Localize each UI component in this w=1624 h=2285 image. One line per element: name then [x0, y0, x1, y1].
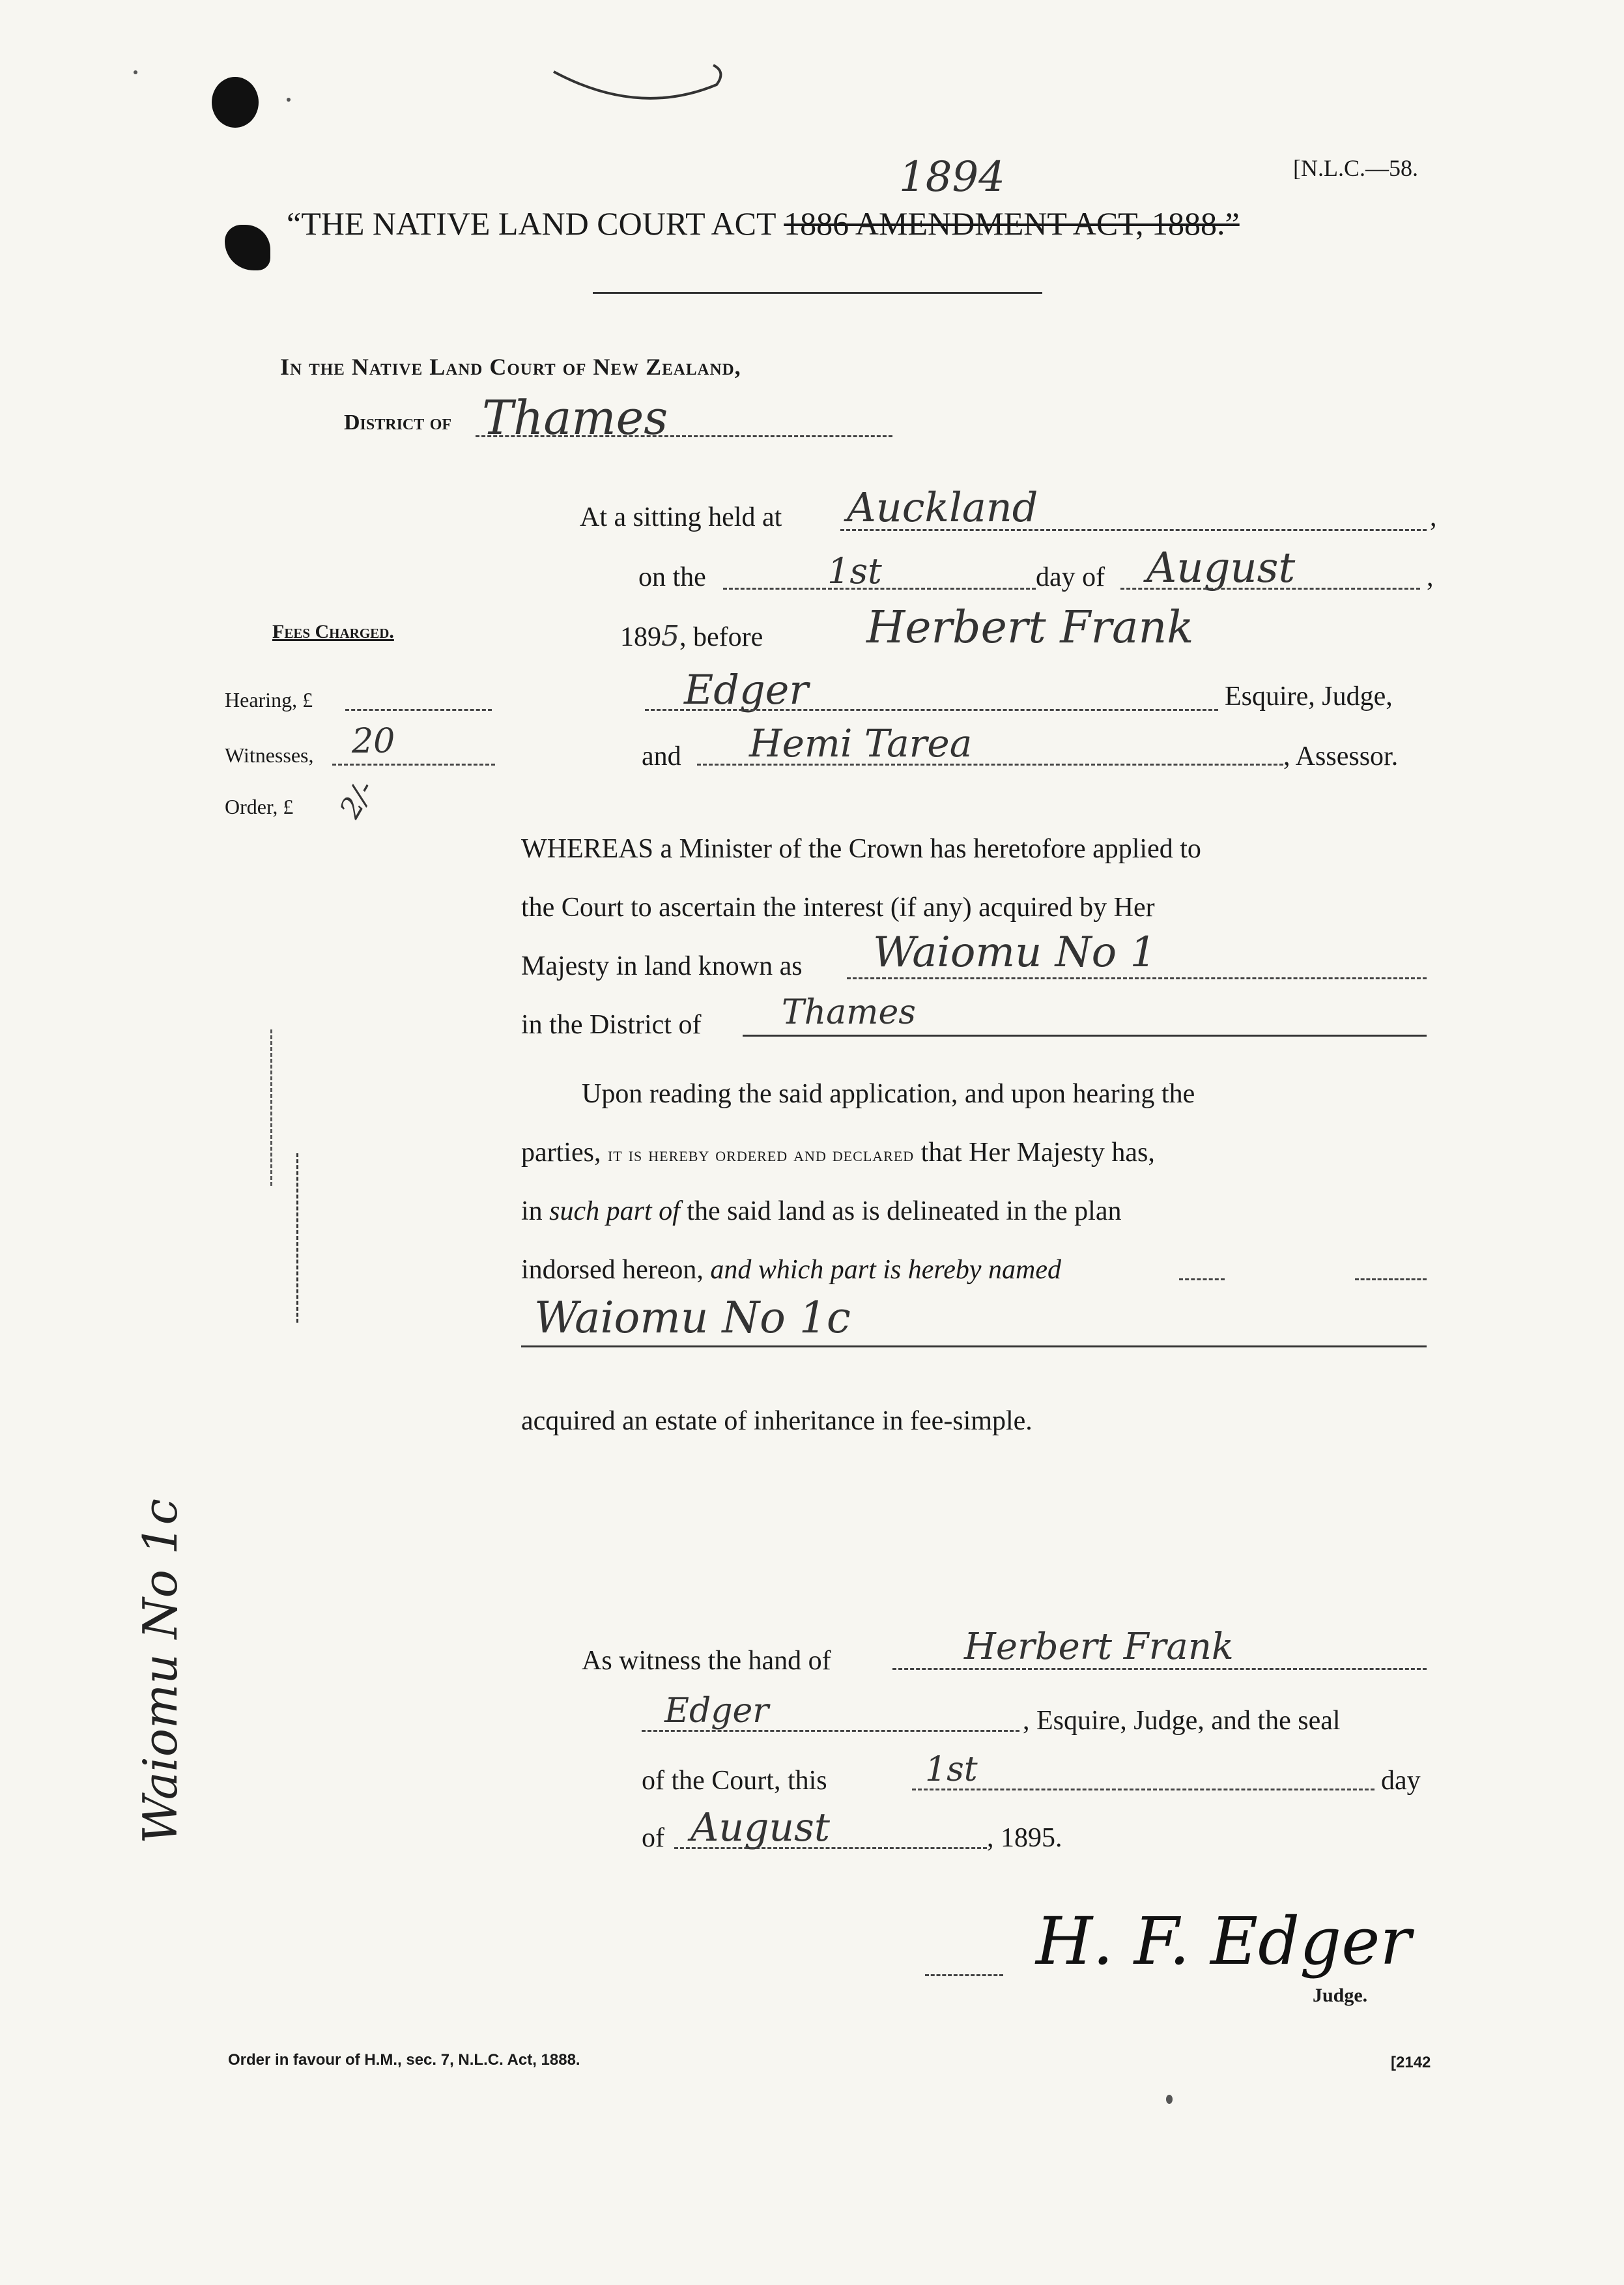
- signature-title: Judge.: [1313, 1985, 1368, 2006]
- court-line: In the Native Land Court of New Zealand,: [280, 354, 741, 380]
- month-line: [1120, 588, 1420, 590]
- comma: ,: [1427, 562, 1434, 592]
- p2-majesty: that Her Majesty has,: [920, 1138, 1155, 1168]
- order-value: 2/-: [333, 775, 381, 824]
- month-value: August: [1147, 544, 1296, 592]
- on-the-label: on the: [638, 562, 706, 592]
- speck: [287, 98, 291, 102]
- witness-day-value: 1st: [925, 1750, 978, 1789]
- witness-month-line: [674, 1847, 987, 1849]
- p2-indorsed: indorsed hereon,: [521, 1255, 704, 1285]
- p2-in: in: [521, 1196, 543, 1226]
- year-prefix: 189: [620, 622, 661, 652]
- witness-month-value: August: [691, 1805, 830, 1850]
- assessor-line: [697, 764, 1283, 766]
- p3: acquired an estate of inheritance in fee-simple.: [521, 1406, 1033, 1436]
- p2-line1: Upon reading the said application, and upon hearing the: [582, 1079, 1195, 1109]
- order-label: Order, £: [225, 795, 294, 818]
- hearing-line: [345, 709, 492, 711]
- witness-suffix: , Esquire, Judge, and the seal: [1023, 1706, 1341, 1736]
- act-year-handwritten: 1894: [899, 153, 1005, 201]
- witness-label: As witness the hand of: [582, 1646, 831, 1676]
- judge-line: [645, 709, 1218, 711]
- day-of-label: day of: [1036, 562, 1105, 592]
- act-title-struck: 1886 AMENDMENT ACT, 1888.”: [784, 205, 1240, 242]
- named-line-b: [1355, 1278, 1427, 1280]
- named-value: Waiomu No 1c: [534, 1293, 851, 1343]
- witnesses-label: Witnesses,: [225, 743, 314, 767]
- district-label: District of: [344, 410, 452, 435]
- witnesses-line: [332, 764, 495, 766]
- named-line-a: [1179, 1278, 1225, 1280]
- of-court-label: of the Court, this: [642, 1766, 827, 1796]
- day-line: [723, 588, 1036, 590]
- held-at-value: Auckland: [847, 483, 1038, 531]
- p1-line1: WHEREAS a Minister of the Crown has heretofore applied to: [521, 834, 1201, 864]
- witness-surname: Edger: [664, 1691, 769, 1731]
- witness-hand-line: [892, 1668, 1427, 1670]
- fees-title: [272, 622, 394, 642]
- named-line: [521, 1345, 1427, 1347]
- witness-surname-line: [642, 1730, 1019, 1732]
- land-line: [847, 977, 1427, 979]
- p2-line4: [521, 1256, 1061, 1284]
- assessor-suffix: , Assessor.: [1283, 741, 1399, 771]
- district2-value: Thames: [782, 993, 916, 1032]
- witness-day-line: [912, 1789, 1375, 1790]
- fees-title-text: Fees Charged.: [272, 621, 394, 642]
- and-label: and: [642, 741, 681, 771]
- act-title-prefix: “THE NATIVE LAND COURT ACT: [287, 205, 776, 242]
- year-digit: 5: [661, 620, 679, 653]
- p2-line2: [521, 1139, 1155, 1166]
- footer-right: [2142: [1391, 2054, 1431, 2071]
- ink-blot-left: [225, 225, 270, 270]
- district2-line: [743, 1035, 1427, 1037]
- year-before: [620, 622, 763, 651]
- ink-blot-top: [212, 77, 259, 128]
- p2-named: and which part is hereby named: [710, 1255, 1061, 1285]
- witness-day-label: day: [1381, 1766, 1421, 1796]
- p1-line2: the Court to ascertain the interest (if any) acquired by Her: [521, 893, 1155, 923]
- top-pen-stroke: [547, 59, 730, 111]
- p2-such-part: such part of: [549, 1196, 680, 1226]
- held-at-line: [840, 529, 1427, 531]
- margin-rule-2: [270, 1029, 272, 1186]
- hearing-label: Hearing, £: [225, 688, 313, 711]
- witnesses-value: 20: [352, 722, 395, 761]
- p1-line4-label: in the District of: [521, 1010, 702, 1040]
- judge-name: Herbert Frank: [866, 602, 1194, 654]
- judge-signature: H. F. Edger: [1036, 1903, 1412, 1979]
- form-code: [N.L.C.—58.: [1293, 155, 1418, 181]
- speck: [134, 70, 137, 74]
- district-line: [476, 435, 892, 437]
- assessor-name: Hemi Tarea: [749, 721, 973, 766]
- margin-note-text: Waiomu No 1c: [133, 1499, 188, 1844]
- signature-dash: [925, 1974, 1003, 1976]
- p2-ordered: it is hereby ordered and declared: [607, 1142, 915, 1166]
- judge-suffix: Esquire, Judge,: [1225, 682, 1393, 711]
- judge-surname: Edger: [684, 666, 808, 713]
- margin-rule: [296, 1153, 298, 1323]
- day-value: 1st: [827, 551, 882, 592]
- speck: [1166, 2095, 1173, 2104]
- witness-hand-value: Herbert Frank: [964, 1626, 1234, 1668]
- p2-line3: [521, 1198, 1121, 1225]
- p1-line3-label: Majesty in land known as: [521, 951, 803, 981]
- title-rule: [593, 292, 1042, 294]
- comma: ,: [1430, 502, 1437, 532]
- district-value: Thames: [482, 390, 668, 445]
- footer-left: Order in favour of H.M., sec. 7, N.L.C. Act, 1888.: [228, 2051, 580, 2069]
- act-title: [287, 207, 1240, 240]
- held-at-label: At a sitting held at: [580, 502, 782, 532]
- p2-delineated: the said land as is delineated in the plan: [687, 1196, 1122, 1226]
- p2-parties: parties,: [521, 1138, 601, 1168]
- of-label: of: [642, 1823, 664, 1853]
- witness-year: , 1895.: [987, 1823, 1062, 1853]
- before-label: , before: [679, 622, 763, 652]
- land-value: Waiomu No 1: [873, 928, 1157, 977]
